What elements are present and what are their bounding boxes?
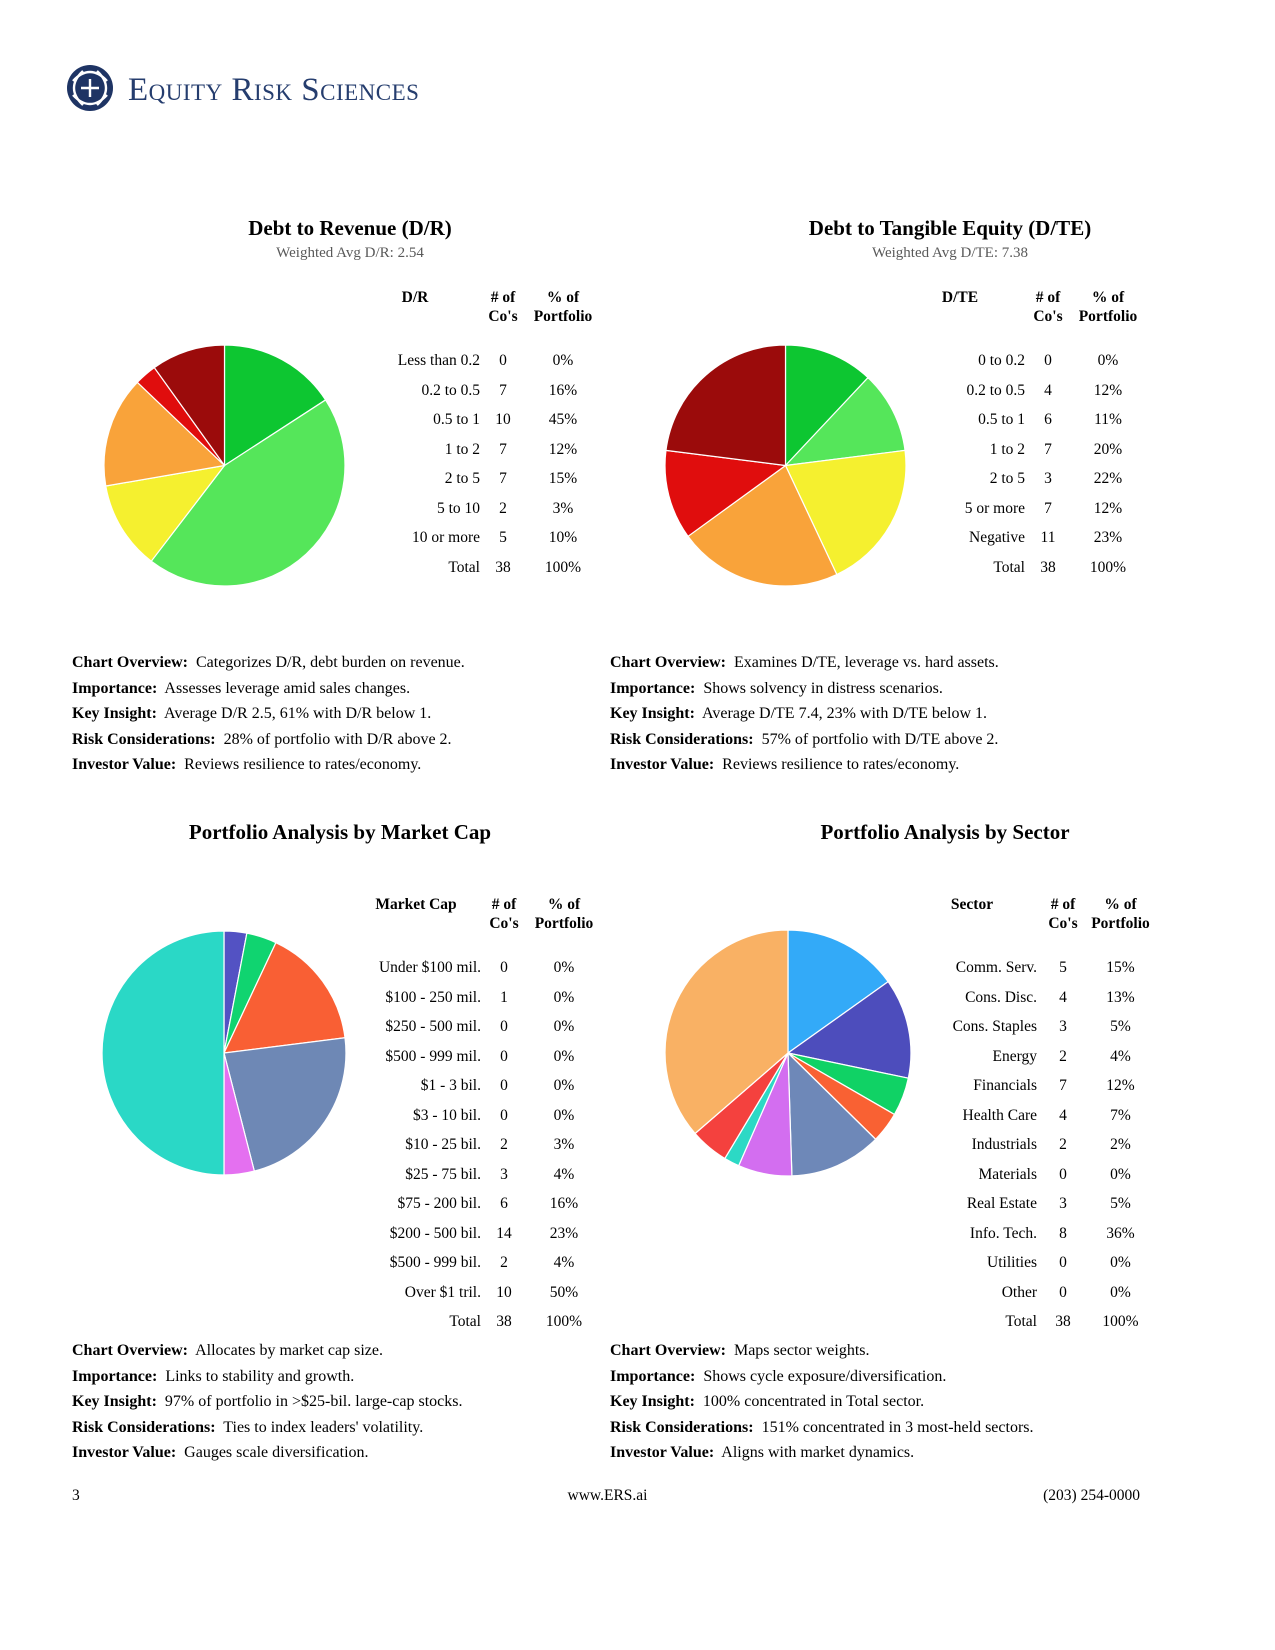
table-row: [895, 435, 1145, 465]
description-line: Importance: Shows solvency in distress scenarios.: [610, 679, 943, 697]
row-count: 0: [500, 1018, 508, 1035]
row-count: 0: [1059, 1283, 1067, 1301]
table-row: [895, 523, 1145, 553]
table-row: [907, 1071, 1152, 1101]
row-count: 4: [1044, 381, 1052, 399]
row-count: 0: [499, 352, 507, 369]
table-header-row: [895, 288, 1145, 346]
table-row: [351, 1189, 601, 1219]
company-logo: [64, 62, 419, 114]
row-count: 0: [500, 1106, 508, 1124]
description-line: Risk Considerations: 57% of portfolio with D/TE above 2.: [610, 730, 999, 748]
row-pct: 2%: [1110, 1136, 1131, 1153]
row-label: Health Care: [962, 1106, 1037, 1124]
row-pct: 3%: [552, 499, 574, 517]
row-count: 4: [1059, 1106, 1067, 1124]
row-label: $1 - 3 bil.: [420, 1077, 481, 1094]
description-label: Chart Overview:: [72, 654, 188, 671]
chart-subtitle: Weighted Avg D/R: 2.54: [276, 245, 424, 262]
description-line: Key Insight: Average D/R 2.5, 61% with D/R below 1.: [72, 705, 432, 723]
row-label: 0.5 to 1: [433, 411, 480, 428]
pie-slice: [102, 931, 224, 1175]
row-count: 3: [1044, 470, 1052, 487]
row-pct: 0%: [1097, 352, 1119, 369]
pie-slice: [666, 345, 786, 465]
row-count: 14: [496, 1224, 512, 1242]
col-header-pct: % of Portfolio: [534, 896, 594, 932]
row-label: $25 - 75 bil.: [405, 1165, 481, 1183]
row-pct: 0%: [553, 1106, 575, 1124]
row-pct: 100%: [545, 1313, 583, 1330]
row-pct: 0%: [1110, 1254, 1131, 1271]
description-line: Chart Overview: Categorizes D/R, debt burden on revenue.: [72, 654, 465, 671]
description-label: Key Insight:: [72, 705, 157, 723]
row-pct: 0%: [553, 988, 575, 1006]
table-row: [351, 1278, 601, 1308]
description-label: Risk Considerations:: [610, 1418, 754, 1436]
description-line: Chart Overview: Allocates by market cap size.: [72, 1342, 384, 1359]
table-row: [907, 1219, 1152, 1249]
description-label: Chart Overview:: [72, 1342, 188, 1359]
table-header-row: [350, 288, 600, 346]
phone-number: (203) 254-0000: [1043, 1487, 1140, 1504]
logo-knot-icon: [64, 62, 116, 114]
description-label: Investor Value:: [72, 756, 177, 774]
row-pct: 15%: [1106, 959, 1135, 976]
table-row: [351, 1160, 601, 1190]
section-debt-to-revenue: [80, 216, 620, 576]
table-row: [895, 346, 1145, 376]
table-row: [351, 953, 601, 983]
pie-chart-sector: [663, 928, 913, 1178]
description-label: Importance:: [72, 1367, 158, 1385]
row-count: 5: [1059, 959, 1067, 976]
table-row: [907, 1248, 1152, 1278]
row-pct: 0%: [553, 959, 575, 976]
description-label: Importance:: [72, 679, 158, 697]
row-label: Less than 0.2: [397, 352, 480, 369]
row-pct: 0%: [552, 352, 574, 369]
table-header-row: [351, 895, 601, 953]
row-label: 1 to 2: [444, 440, 480, 458]
description-label: Key Insight:: [72, 1393, 157, 1411]
row-label: $75 - 200 bil.: [397, 1195, 481, 1212]
row-label: $500 - 999 bil.: [389, 1254, 481, 1271]
row-pct: 23%: [1093, 529, 1123, 546]
table-row: [351, 983, 601, 1013]
row-label: $200 - 500 bil.: [389, 1224, 481, 1242]
chart-description-sector: [610, 1338, 1170, 1466]
pie-chart-debt-to-revenue: [102, 343, 347, 588]
table-header-row: [907, 895, 1152, 953]
row-count: 7: [1059, 1077, 1067, 1094]
description-label: Investor Value:: [610, 756, 715, 774]
description-line: Key Insight: Average D/TE 7.4, 23% with D/TE below 1.: [610, 705, 987, 723]
row-label: Industrials: [971, 1136, 1037, 1153]
description-line: Investor Value: Reviews resilience to rates/economy.: [610, 756, 960, 774]
chart-title: Portfolio Analysis by Market Cap: [188, 820, 492, 844]
chart-description-debt-to-revenue: [72, 650, 612, 778]
description-label: Risk Considerations:: [72, 730, 216, 748]
chart-title: Debt to Revenue (D/R): [248, 216, 452, 240]
row-pct: 100%: [544, 558, 582, 576]
col-header-count: # of Co's: [488, 289, 518, 325]
website-text: www.ERS.ai: [567, 1487, 648, 1504]
row-pct: 3%: [553, 1136, 575, 1153]
table-total-row: [350, 553, 600, 583]
col-header-pct: % of Portfolio: [1078, 289, 1138, 325]
table-row: [351, 1219, 601, 1249]
row-pct: 12%: [1093, 499, 1123, 517]
row-pct: 12%: [1106, 1077, 1135, 1094]
row-pct: 7%: [1110, 1106, 1131, 1124]
row-pct: 0%: [1110, 1165, 1131, 1183]
pie-chart-market-cap: [100, 929, 348, 1177]
col-header-category: Market Cap: [375, 896, 457, 913]
section-debt-to-tangible-equity: [680, 216, 1220, 576]
table-row: [895, 376, 1145, 406]
row-label: Under $100 mil.: [378, 959, 481, 976]
row-count: 38: [496, 1313, 512, 1330]
debt-to-tangible-equity-table: [895, 288, 1145, 582]
description-line: Risk Considerations: 28% of portfolio with D/R above 2.: [72, 730, 452, 748]
description-line: Importance: Links to stability and growth.: [72, 1367, 355, 1385]
row-count: 38: [1055, 1313, 1071, 1330]
row-pct: 16%: [548, 381, 578, 399]
col-header-count: # of Co's: [489, 896, 519, 932]
table-row: [895, 405, 1145, 435]
table-row: [907, 1012, 1152, 1042]
row-count: 7: [499, 440, 507, 458]
table-total-row: [351, 1307, 601, 1337]
row-count: 38: [495, 558, 511, 576]
chart-description-debt-to-tangible-equity: [610, 650, 1170, 778]
row-pct: 23%: [549, 1224, 579, 1242]
col-header-count: # of Co's: [1033, 289, 1063, 325]
table-row: [351, 1248, 601, 1278]
table-row: [350, 494, 600, 524]
row-pct: 0%: [553, 1047, 575, 1065]
row-pct: 4%: [553, 1165, 575, 1183]
description-line: Investor Value: Reviews resilience to rates/economy.: [72, 756, 422, 774]
row-label: Total: [448, 558, 480, 576]
row-label: Materials: [978, 1165, 1037, 1183]
description-label: Chart Overview:: [610, 1342, 726, 1359]
row-pct: 5%: [1110, 1195, 1131, 1212]
row-count: 4: [1059, 988, 1067, 1006]
table-row: [895, 494, 1145, 524]
row-label: Total: [993, 558, 1025, 576]
market-cap-table: [351, 895, 601, 1337]
table-row: [907, 1130, 1152, 1160]
row-pct: 12%: [1093, 381, 1123, 399]
col-header-count: # of Co's: [1048, 896, 1078, 932]
table-row: [351, 1012, 601, 1042]
row-label: $3 - 10 bil.: [412, 1106, 481, 1124]
description-line: Importance: Assesses leverage amid sales changes.: [72, 679, 411, 697]
row-count: 6: [1044, 411, 1052, 428]
description-line: Investor Value: Aligns with market dynamics.: [610, 1444, 915, 1462]
description-line: Chart Overview: Examines D/TE, leverage vs. hard assets.: [610, 654, 999, 671]
row-label: Utilities: [987, 1254, 1037, 1271]
row-label: Comm. Serv.: [955, 959, 1037, 976]
description-label: Importance:: [610, 1367, 696, 1385]
row-pct: 20%: [1093, 440, 1123, 458]
table-row: [351, 1071, 601, 1101]
row-count: 0: [500, 959, 508, 976]
row-pct: 36%: [1106, 1224, 1135, 1242]
description-label: Importance:: [610, 679, 696, 697]
table-row: [350, 464, 600, 494]
row-label: 5 or more: [964, 499, 1025, 517]
chart-description-market-cap: [72, 1338, 612, 1466]
table-row: [907, 1189, 1152, 1219]
row-label: Real Estate: [966, 1195, 1037, 1212]
table-row: [351, 1042, 601, 1072]
description-line: Key Insight: 100% concentrated in Total sector.: [610, 1393, 925, 1411]
section-sector: [675, 820, 1215, 1330]
row-pct: 5%: [1110, 1018, 1131, 1035]
row-pct: 45%: [548, 411, 578, 428]
row-count: 10: [495, 411, 511, 428]
sector-table: [907, 895, 1152, 1337]
row-count: 0: [1059, 1165, 1067, 1183]
row-count: 10: [496, 1283, 512, 1301]
row-pct: 0%: [553, 1077, 575, 1094]
row-count: 2: [1059, 1047, 1067, 1065]
row-count: 2: [1059, 1136, 1067, 1153]
row-count: 5: [499, 529, 507, 546]
row-count: 0: [500, 1047, 508, 1065]
row-label: Energy: [992, 1047, 1037, 1065]
row-label: $500 - 999 mil.: [385, 1047, 481, 1065]
row-count: 3: [1059, 1018, 1067, 1035]
table-row: [907, 1160, 1152, 1190]
description-label: Risk Considerations:: [610, 730, 754, 748]
row-pct: 4%: [553, 1254, 575, 1271]
row-label: Cons. Disc.: [965, 988, 1037, 1006]
description-label: Risk Considerations:: [72, 1418, 216, 1436]
description-line: Investor Value: Gauges scale diversification.: [72, 1444, 369, 1462]
table-row: [351, 1101, 601, 1131]
table-total-row: [895, 553, 1145, 583]
table-row: [907, 983, 1152, 1013]
row-pct: 12%: [548, 440, 578, 458]
table-row: [351, 1130, 601, 1160]
row-label: 0.2 to 0.5: [966, 381, 1025, 399]
pie-chart-debt-to-tangible-equity: [663, 343, 908, 588]
description-label: Investor Value:: [610, 1444, 715, 1462]
table-row: [350, 376, 600, 406]
row-count: 3: [1059, 1195, 1067, 1212]
row-label: $250 - 500 mil.: [385, 1018, 481, 1035]
row-label: 5 to 10: [436, 499, 480, 517]
row-label: 2 to 5: [989, 470, 1025, 487]
description-line: Risk Considerations: Ties to index leaders' volatility.: [72, 1418, 424, 1436]
description-line: Key Insight: 97% of portfolio in >$25-bil. large-cap stocks.: [72, 1393, 463, 1411]
row-count: 2: [500, 1254, 508, 1271]
col-header-category: Sector: [950, 896, 994, 913]
table-row: [350, 435, 600, 465]
debt-to-revenue-table: [350, 288, 600, 582]
col-header-category: D/R: [401, 289, 429, 306]
row-label: $10 - 25 bil.: [405, 1136, 481, 1153]
row-label: 0.2 to 0.5: [421, 381, 480, 399]
row-pct: 22%: [1093, 470, 1123, 487]
row-count: 7: [499, 470, 507, 487]
table-row: [907, 1101, 1152, 1131]
col-header-category: D/TE: [941, 289, 979, 306]
col-header-pct: % of Portfolio: [533, 289, 593, 325]
row-count: 0: [1044, 352, 1052, 369]
table-row: [907, 1042, 1152, 1072]
logo-text: Equity Risk Sciences: [128, 71, 420, 108]
description-label: Investor Value:: [72, 1444, 177, 1462]
row-label: 0.5 to 1: [978, 411, 1025, 428]
row-pct: 0%: [1110, 1283, 1131, 1301]
row-count: 38: [1040, 558, 1056, 576]
row-label: 1 to 2: [989, 440, 1025, 458]
row-label: Over $1 tril.: [404, 1283, 481, 1301]
row-label: Total: [1005, 1313, 1037, 1330]
row-pct: 11%: [1094, 411, 1122, 428]
row-pct: 100%: [1102, 1313, 1139, 1330]
chart-title: Debt to Tangible Equity (D/TE): [808, 216, 1092, 240]
table-row: [907, 953, 1152, 983]
row-count: 11: [1040, 529, 1056, 546]
row-count: 2: [499, 499, 507, 517]
row-count: 7: [1044, 440, 1052, 458]
row-pct: 15%: [548, 470, 578, 487]
row-pct: 13%: [1106, 988, 1135, 1006]
row-count: 6: [500, 1195, 508, 1212]
row-count: 0: [1059, 1254, 1067, 1271]
page-number: 3: [72, 1487, 80, 1504]
table-row: [907, 1278, 1152, 1308]
row-label: Other: [1001, 1283, 1037, 1301]
row-pct: 100%: [1089, 558, 1127, 576]
row-label: 2 to 5: [444, 470, 480, 487]
table-row: [350, 346, 600, 376]
table-row: [350, 405, 600, 435]
row-label: $100 - 250 mil.: [385, 988, 481, 1006]
row-pct: 16%: [549, 1195, 579, 1212]
row-pct: 10%: [548, 529, 578, 546]
chart-subtitle: Weighted Avg D/TE: 7.38: [872, 245, 1028, 262]
col-header-pct: % of Portfolio: [1091, 896, 1150, 932]
chart-title: Portfolio Analysis by Sector: [820, 820, 1070, 844]
table-row: [350, 523, 600, 553]
table-row: [895, 464, 1145, 494]
row-count: 7: [499, 381, 507, 399]
row-count: 3: [500, 1165, 508, 1183]
row-pct: 50%: [549, 1283, 579, 1301]
row-count: 2: [500, 1136, 508, 1153]
row-label: Total: [449, 1313, 481, 1330]
section-market-cap: [70, 820, 610, 1330]
description-line: Importance: Shows cycle exposure/diversification.: [610, 1367, 947, 1385]
description-line: Chart Overview: Maps sector weights.: [610, 1342, 870, 1359]
description-line: Risk Considerations: 151% concentrated in 3 most-held sectors.: [610, 1418, 1034, 1436]
row-count: 8: [1059, 1224, 1067, 1242]
row-label: Cons. Staples: [952, 1018, 1037, 1035]
row-label: Info. Tech.: [969, 1224, 1037, 1242]
table-total-row: [907, 1307, 1152, 1337]
row-count: 7: [1044, 499, 1052, 517]
description-label: Key Insight:: [610, 1393, 695, 1411]
row-label: 0 to 0.2: [978, 352, 1025, 369]
description-label: Chart Overview:: [610, 654, 726, 671]
row-count: 0: [500, 1077, 508, 1094]
row-label: 10 or more: [411, 529, 480, 546]
row-label: Negative: [969, 529, 1025, 546]
row-count: 1: [500, 988, 508, 1006]
row-pct: 4%: [1110, 1047, 1131, 1065]
row-pct: 0%: [553, 1018, 575, 1035]
row-label: Financials: [973, 1077, 1037, 1094]
description-label: Key Insight:: [610, 705, 695, 723]
